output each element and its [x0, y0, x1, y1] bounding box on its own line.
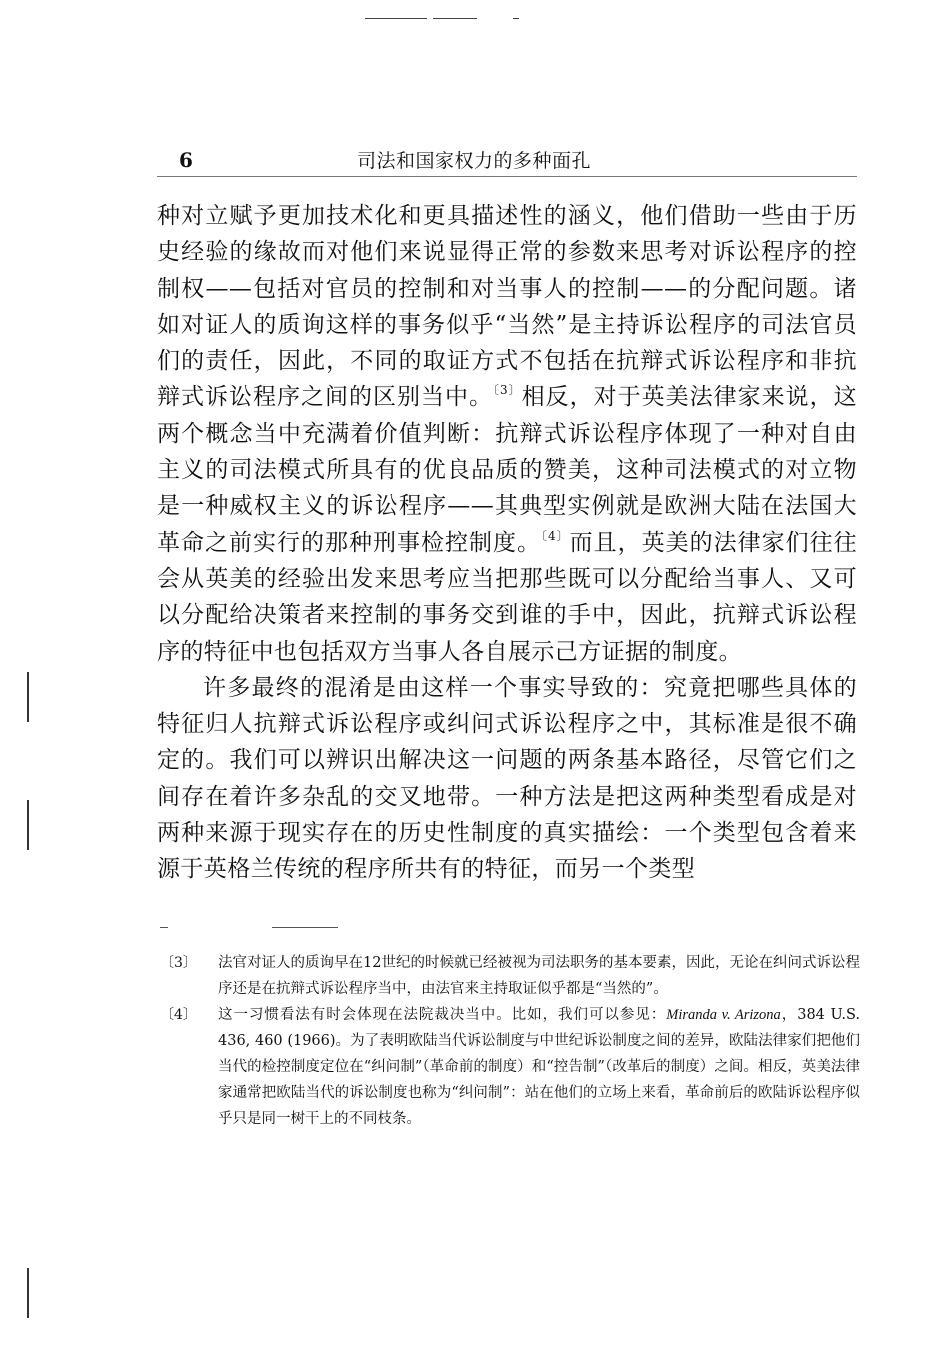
paragraph-1-part-3: 而且，英美的法律家们往往会从英美的经验出发来思考应当把那些既可以分配给当事人、又可以分配给决策者来控制的事务交到谁的手中，因此，抗辩式诉讼程序的特征中也包括双方当事人各自展示己方证据的制度。	[157, 529, 857, 665]
margin-mark	[27, 672, 29, 722]
footnotes	[160, 950, 860, 1132]
running-title: 司法和国家权力的多种面孔	[357, 150, 592, 172]
header-rule	[157, 176, 857, 177]
note-ref-4: 〔4〕	[540, 528, 570, 543]
paragraph-1	[157, 198, 857, 670]
margin-mark	[27, 1268, 29, 1318]
page-header	[157, 142, 857, 182]
scan-top-marks	[365, 18, 525, 22]
footnote-number: 〔3〕	[160, 955, 197, 971]
footnote-rule	[160, 925, 338, 930]
footnote-text: 法官对证人的质询早在12世纪的时候就已经被视为司法职务的基本要素，因此，无论在纠问式诉讼程序还是在抗辩式诉讼程序当中，由法官来主持取证似乎都是“当然的”。	[218, 955, 860, 997]
footnote-number: 〔4〕	[160, 1007, 197, 1023]
footnote-text	[218, 1007, 860, 1127]
page-number: 6	[179, 148, 193, 172]
footnote-text-before: 这一习惯看法有时会体现在法院裁决当中。比如，我们可以参见：	[218, 1007, 667, 1023]
footnote-4	[160, 1002, 860, 1132]
paragraph-1-part-2: 相反，对于英美法律家来说，这两个概念当中充满着价值判断：抗辩式诉讼程序体现了一种对自由主义的司法模式所具有的优良品质的赞美，这种司法模式的对立物是一种威权主义的诉讼程序——其典型实例就是欧洲大陆在法国大革命之前实行的那种刑事检控制度。	[157, 384, 857, 556]
case-name: Miranda v. Arizona	[666, 1007, 781, 1023]
margin-mark	[27, 800, 29, 850]
note-ref-3: 〔3〕	[492, 383, 522, 398]
footnote-text-after: ，384 U.S. 436, 460 (1966)。为了表明欧陆当代诉讼制度与中世纪诉讼制度之间的差异，欧陆法律家们把他们当代的检控制度定位在“纠问制”（革命前的制度）和“控告制”（改革后的制度）之间。相反，英美法律家通常把欧陆当代的诉讼制度也称为“纠问制”：站在他们的立场上来看，革命前后的欧陆诉讼程序似乎只是同一树干上的不同枝条。	[218, 1007, 860, 1127]
main-text	[157, 198, 857, 888]
footnote-3	[160, 950, 860, 1002]
paragraph-1-part-1: 种对立赋予更加技术化和更具描述性的涵义，他们借助一些由于历史经验的缘故而对他们来说显得正常的参数来思考对诉讼程序的控制权——包括对官员的控制和对当事人的控制——的分配问题。诸如对证人的质询这样的事务似乎“当然”是主持诉讼程序的司法官员们的责任，因此，不同的取证方式不包括在抗辩式诉讼程序和非抗辩式诉讼程序之间的区别当中。	[157, 203, 857, 411]
paragraph-2: 许多最终的混淆是由这样一个事实导致的：究竟把哪些具体的特征归人抗辩式诉讼程序或纠问式诉讼程序之中，其标准是很不确定的。我们可以辨识出解决这一问题的两条基本路径，尽管它们之间存在着许多杂乱的交叉地带。一种方法是把这两种类型看成是对两种来源于现实存在的历史性制度的真实描绘：一个类型包含着来源于英格兰传统的程序所共有的特征，而另一个类型	[157, 674, 857, 883]
